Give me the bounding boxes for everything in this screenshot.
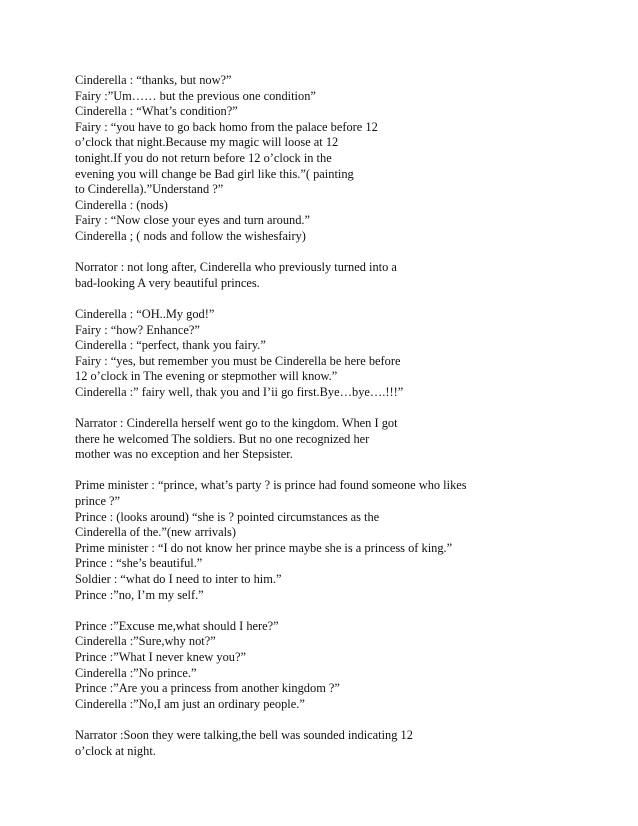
script-line: Cinderella :”No,I am just an ordinary people.” bbox=[75, 696, 305, 711]
script-line: Prime minister : “I do not know her prince maybe she is a princess of king.” bbox=[75, 540, 453, 555]
script-line: Fairy : “you have to go back homo from the palace before 12 bbox=[75, 119, 378, 134]
script-line: Prince :”Excuse me,what should I here?” bbox=[75, 618, 279, 633]
script-paragraph bbox=[75, 619, 615, 713]
script-line: Cinderella :” fairy well, thak you and I’ii go first.Bye…bye….!!!” bbox=[75, 384, 404, 399]
script-line: Cinderella : (nods) bbox=[75, 197, 168, 212]
script-line: o’clock that night.Because my magic will loose at 12 bbox=[75, 135, 339, 150]
script-line: o’clock at night. bbox=[75, 743, 156, 758]
script-line: Prime minister : “prince, what’s party ? is prince had found someone who likes bbox=[75, 478, 467, 493]
script-paragraph bbox=[75, 307, 615, 401]
script-line: evening you will change be Bad girl like this.”( painting bbox=[75, 166, 354, 181]
script-line: Cinderella : “thanks, but now?” bbox=[75, 73, 232, 87]
script-line: Fairy :”Um…… but the previous one condition” bbox=[75, 88, 316, 103]
script-line: prince ?” bbox=[75, 494, 121, 509]
script-line: Fairy : “how? Enhance?” bbox=[75, 322, 200, 337]
script-paragraph bbox=[75, 260, 615, 291]
script-paragraph bbox=[75, 416, 615, 463]
script-line: Prince :”Are you a princess from another kingdom ?” bbox=[75, 681, 340, 696]
script-line: Norrator : not long after, Cinderella who previously turned into a bbox=[75, 260, 397, 275]
script-line: Soldier : “what do I need to inter to him.” bbox=[75, 572, 282, 586]
script-paragraph bbox=[75, 728, 615, 759]
script-paragraph bbox=[75, 478, 615, 603]
script-line: bad-looking A very beautiful princes. bbox=[75, 275, 260, 290]
script-line: Prince : (looks around) “she is ? pointed circumstances as the bbox=[75, 509, 380, 524]
script-line: Prince :”no, I’m my self.” bbox=[75, 587, 204, 602]
script-line: to Cinderella).”Understand ?” bbox=[75, 182, 224, 197]
script-line: Prince :”What I never knew you?” bbox=[75, 649, 246, 664]
script-line: Fairy : “yes, but remember you must be Cinderella be here before bbox=[75, 353, 401, 368]
script-text bbox=[75, 73, 615, 759]
script-line: Narrator :Soon they were talking,the bell was sounded indicating 12 bbox=[75, 727, 413, 742]
script-line: Cinderella :”No prince.” bbox=[75, 665, 197, 680]
script-line: Cinderella : “perfect, thank you fairy.” bbox=[75, 338, 266, 353]
script-line: Cinderella : “OH..My god!” bbox=[75, 306, 215, 321]
script-line: Cinderella ; ( nods and follow the wishesfairy) bbox=[75, 228, 306, 243]
script-line: there he welcomed The soldiers. But no one recognized her bbox=[75, 431, 370, 446]
script-line: Fairy : “Now close your eyes and turn around.” bbox=[75, 213, 311, 228]
script-line: Cinderella : “What’s condition?” bbox=[75, 104, 238, 119]
script-line: mother was no exception and her Stepsister. bbox=[75, 447, 293, 462]
script-line: Narrator : Cinderella herself went go to the kingdom. When I got bbox=[75, 416, 398, 431]
script-line: 12 o’clock in The evening or stepmother will know.” bbox=[75, 369, 338, 384]
script-line: Cinderella :”Sure,why not?” bbox=[75, 634, 216, 649]
script-line: Prince : “she’s beautiful.” bbox=[75, 556, 203, 571]
script-line: tonight.If you do not return before 12 o’clock in the bbox=[75, 150, 332, 165]
script-paragraph bbox=[75, 73, 615, 245]
script-line: Cinderella of the.”(new arrivals) bbox=[75, 525, 237, 540]
